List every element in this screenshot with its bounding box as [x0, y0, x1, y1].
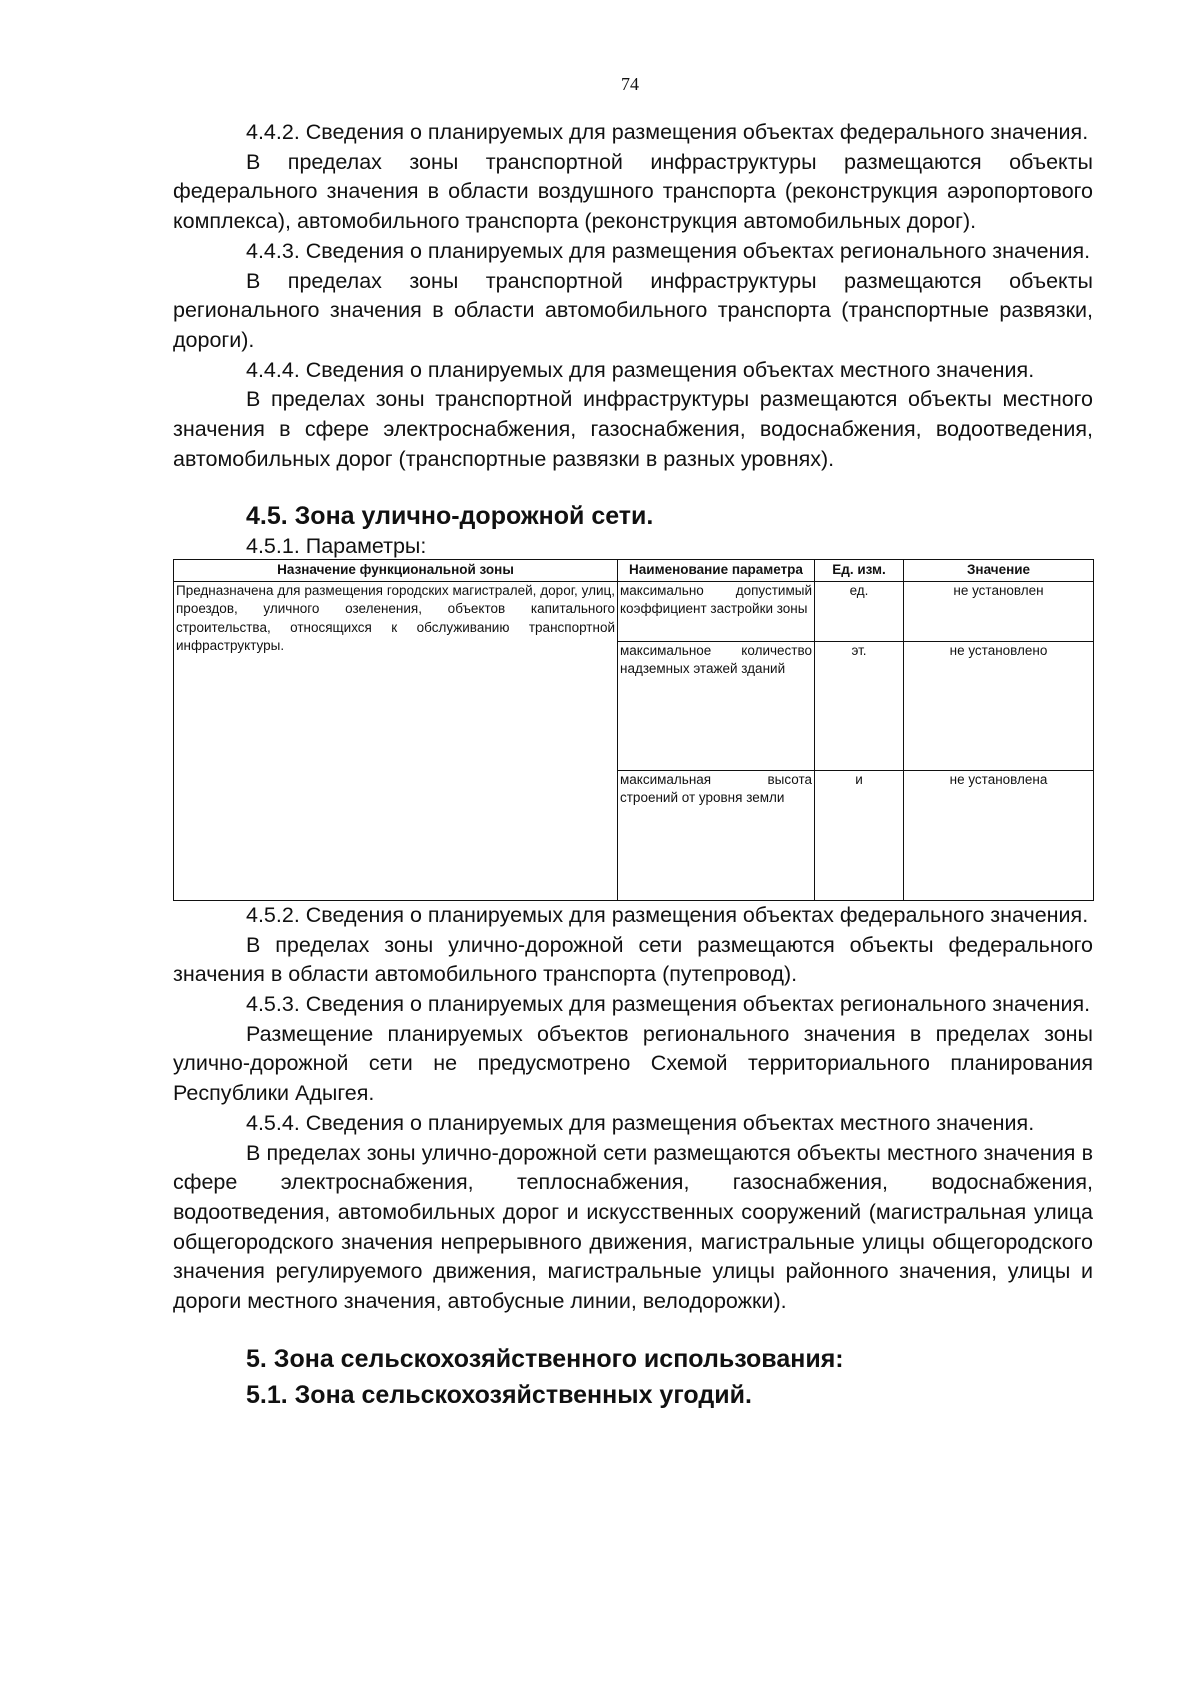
paragraph: В пределах зоны улично-дорожной сети размещаются объекты федерального значения в области автомобильного транспорта (путепровод). — [173, 932, 1093, 987]
unit-cell: и — [815, 770, 904, 900]
paragraph: 4.4.3. Сведения о планируемых для размещения объектах регионального значения. — [246, 238, 1091, 263]
zone-purpose-cell: Предназначена для размещения городских магистралей, дорог, улиц, проездов, уличного озеленения, объектов капитального строительства, относящихся к обслуживанию транспортной инфраструктуры. — [174, 581, 618, 900]
paragraph: В пределах зоны улично-дорожной сети размещаются объекты местного значения в сфере электроснабжения, теплоснабжения, газоснабжения, водоснабжения, водоотведения, автомобильных дорог и искусственных сооружений (магистральная улица общегородского значения непрерывного движения, магистральные улицы общегородского значения регулируемого движения, магистральные улицы районного значения, улицы и дороги местного значения, автобусные линии, велодорожки). — [173, 1140, 1093, 1314]
table-header-row — [174, 560, 1094, 582]
value-cell: не установлена — [904, 770, 1094, 900]
paragraph: В пределах зоны транспортной инфраструктуры размещаются объекты регионального значения в области автомобильного транспорта (транспортные развязки, дороги). — [173, 268, 1093, 352]
paragraph: 4.5.4. Сведения о планируемых для размещения объектах местного значения. — [246, 1110, 1035, 1135]
paragraph: В пределах зоны транспортной инфраструктуры размещаются объекты федерального значения в области воздушного транспорта (реконструкция аэропортового комплекса), автомобильного транспорта (реконструкция автомобильных дорог). — [173, 149, 1093, 234]
table-header: Значение — [904, 560, 1094, 582]
table-header: Назначение функциональной зоны — [174, 560, 618, 582]
table-header: Ед. изм. — [815, 560, 904, 582]
paragraph: 4.4.2. Сведения о планируемых для размещения объектах федерального значения. — [246, 120, 1089, 144]
table-header: Наименование параметра — [618, 560, 815, 582]
unit-cell: ед. — [815, 581, 904, 641]
params-label: 4.5.1. Параметры: — [246, 534, 427, 559]
param-name-cell: максимально допустимый коэффициент застройки зоны — [618, 581, 815, 641]
unit-cell: эт. — [815, 641, 904, 770]
table-row — [174, 581, 1094, 641]
paragraph: 4.5.2. Сведения о планируемых для размещения объектах федерального значения. — [246, 902, 1089, 927]
param-name-cell: максимальное количество надземных этажей зданий — [618, 641, 815, 770]
section-heading-5: 5. Зона сельскохозяйственного использования: — [246, 1344, 844, 1373]
paragraph: 4.5.3. Сведения о планируемых для размещения объектах регионального значения. — [246, 992, 1091, 1017]
section-heading-4-5: 4.5. Зона улично-дорожной сети. — [246, 502, 654, 531]
paragraph: В пределах зоны транспортной инфраструктуры размещаются объекты местного значения в сфере электроснабжения, газоснабжения, водоснабжения, водоотведения, автомобильных дорог (транспортные развязки в разных уровнях). — [173, 387, 1093, 471]
value-cell: не установлен — [904, 581, 1094, 641]
param-name-cell: максимальная высота строений от уровня земли — [618, 770, 815, 900]
page-content — [173, 118, 1093, 1413]
parameters-table — [173, 559, 1094, 901]
paragraph: Размещение планируемых объектов регионального значения в пределах зоны улично-дорожной сети не предусмотрено Схемой территориального планирования Республики Адыгея. — [173, 1021, 1093, 1106]
page-number: 74 — [621, 74, 639, 94]
paragraph: 4.4.4. Сведения о планируемых для размещения объектах местного значения. — [246, 357, 1035, 382]
section-heading-5-1: 5.1. Зона сельскохозяйственных угодий. — [246, 1380, 752, 1409]
value-cell: не установлено — [904, 641, 1094, 770]
